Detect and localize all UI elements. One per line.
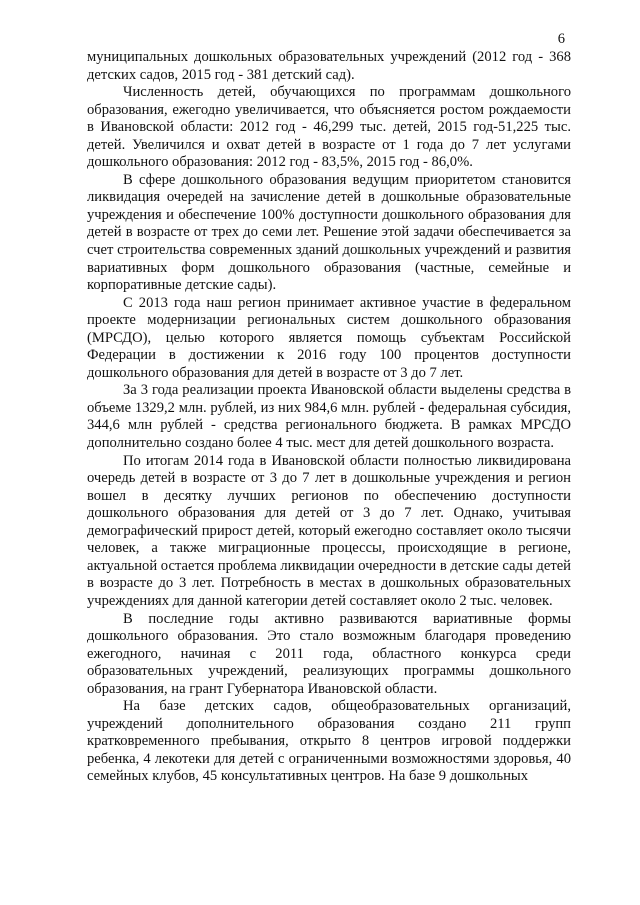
paragraph-variative-forms: В последние годы активно развиваются вариативные формы дошкольного образования. Это стало возможным благодаря проведению ежегодного, начиная с 2011 года, областного конкурса среди образовательных учреждений, реализующих программы дошкольного образования, на грант Губернатора Ивановской области. <box>87 610 571 697</box>
document-body <box>87 49 571 786</box>
page-number: 6 <box>557 31 565 47</box>
paragraph-continuation: муниципальных дошкольных образовательных учреждений (2012 год - 368 детских садов, 2015 год - 381 детский сад). <box>87 49 571 83</box>
paragraph-groups-centers: На базе детских садов, общеобразовательных организаций, учреждений дополнительного образования создано 211 групп кратковременного пребывания, открыто 8 центров игровой поддержки ребенка, 4 лекотеки для детей с ограниченными возможностями здоровья, 40 семейных клубов, 45 консультативных центров. На базе 9 дошкольных <box>87 698 571 785</box>
paragraph-mrsdo-project: С 2013 года наш регион принимает активное участие в федеральном проекте модернизации региональных систем дошкольного образования (МРСДО), целью которого является помощь субъектам Российской Федерации в достижении к 2016 году 100 процентов доступности дошкольного образования для детей в возрасте от 3 до 7 лет. <box>87 294 571 381</box>
paragraph-results-2014: По итогам 2014 года в Ивановской области полностью ликвидирована очередь детей в возрасте от 3 до 7 лет в дошкольные учреждения и регион вошел в десятку лучших регионов по обеспечению доступности дошкольного образования для детей от 3 до 7 лет. Однако, учитывая демографический прирост детей, который ежегодно составляет около тысячи человек, а также миграционные процессы, происходящие в регионе, актуальной остается проблема ликвидации очередности в детские сады детей в возрасте до 3 лет. Потребность в местах в дошкольных образовательных учреждениях для данной категории детей составляет около 2 тыс. человек. <box>87 452 571 609</box>
paragraph-funding: За 3 года реализации проекта Ивановской области выделены средства в объеме 1329,2 млн. рублей, из них 984,6 млн. рублей - федеральная субсидия, 344,6 млн рублей - средства регионального бюджета. В рамках МРСДО дополнительно создано более 4 тыс. мест для детей дошкольного возраста. <box>87 382 571 452</box>
paragraph-children-enrollment: Численность детей, обучающихся по программам дошкольного образования, ежегодно увеличивается, что объясняется ростом рождаемости в Ивановской области: 2012 год - 46,299 тыс. детей, 2015 год-51,225 тыс. детей. Увеличился и охват детей в возрасте от 1 года до 7 лет услугами дошкольного образования: 2012 год - 83,5%, 2015 год - 86,0%. <box>87 84 571 171</box>
paragraph-priority-queues: В сфере дошкольного образования ведущим приоритетом становится ликвидация очередей на зачисление детей в дошкольные образовательные учреждения и обеспечение 100% доступности дошкольного образования для детей в возрасте от трех до семи лет. Решение этой задачи обеспечивается за счет строительства современных зданий дошкольных учреждений и развития вариативных форм дошкольного образования (частные, семейные и корпоративные детские сады). <box>87 171 571 294</box>
